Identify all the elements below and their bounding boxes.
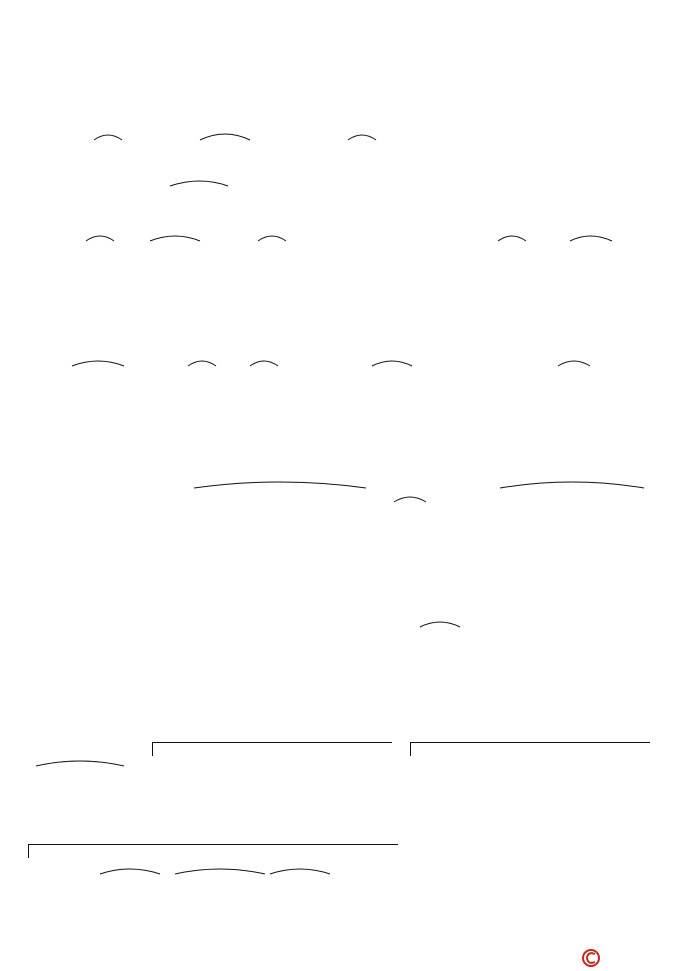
site-logo-icon (572, 930, 590, 948)
